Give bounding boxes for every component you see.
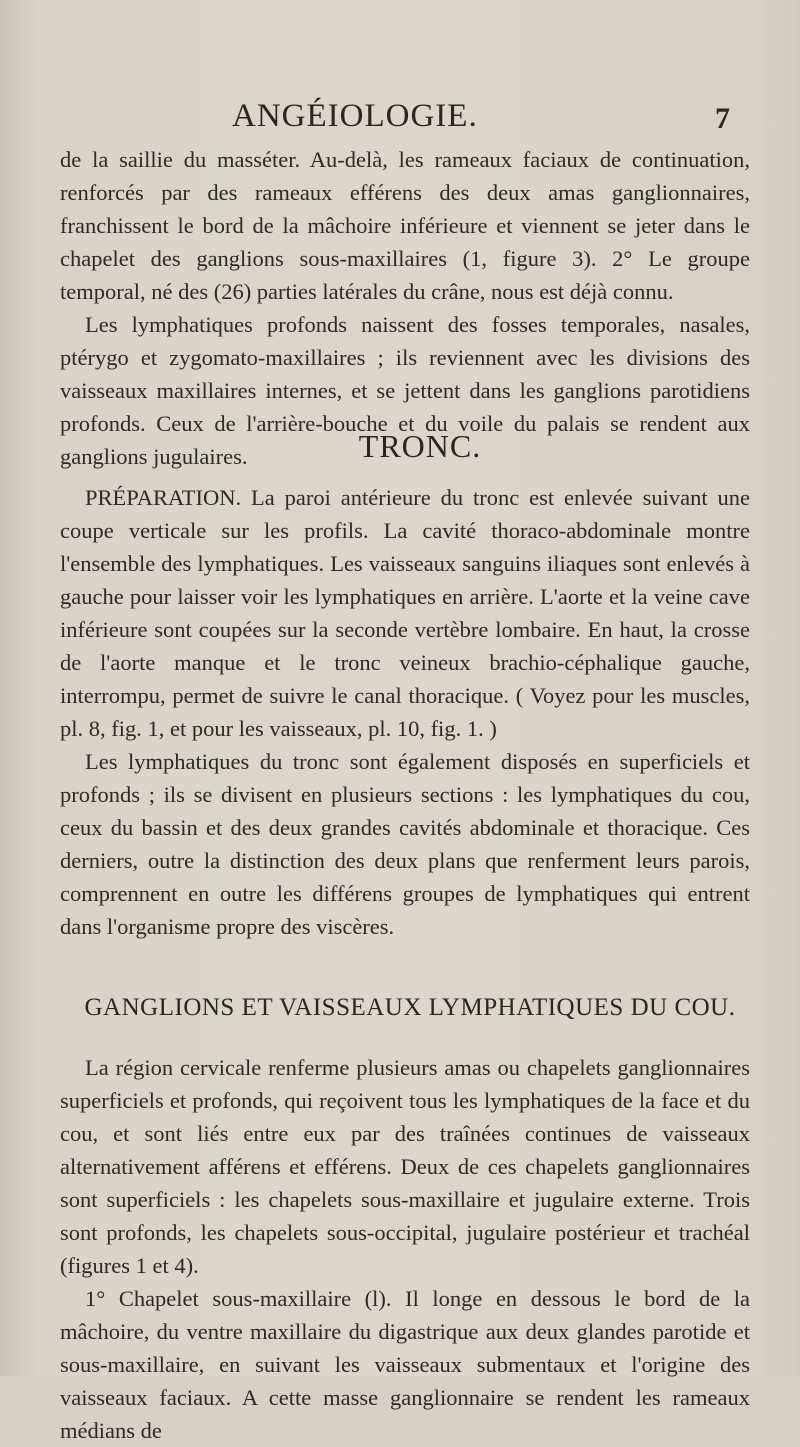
paragraph: La région cervicale renferme plusieurs amas ou chapelets ganglionnaires superficiels et profonds, qui reçoivent tous les lymphatiques de la face et du cou, et sont liés entre eux par des traînées continues de vaisseaux alternativement afférens et efférens. Deux de ces chapelets ganglionnaires sont superficiels : les chapelets sous-maxillaire et jugulaire externe. Trois sont profonds, les chapelets sous-occipital, jugulaire postérieur et trachéal (figures 1 et 4). <box>60 1055 750 1278</box>
paragraph: PRÉPARATION. La paroi antérieure du tronc est enlevée suivant une coupe verticale sur les profils. La cavité thoraco-abdominale montre l'ensemble des lymphatiques. Les vaisseaux sanguins iliaques sont enlevés à gauche pour laisser voir les lymphatiques en arrière. L'aorte et la veine cave inférieure sont coupées sur la seconde vertèbre lombaire. En haut, la crosse de l'aorte manque et le tronc veineux brachio-céphalique gauche, interrompu, permet de suivre le canal thoracique. ( Voyez pour les muscles, pl. 8, fig. 1, et pour les vaisseaux, pl. 10, fig. 1. ) <box>60 485 750 741</box>
tronc-text <box>60 481 750 943</box>
ganglions-text <box>60 1051 750 1447</box>
paragraph: Les lymphatiques profonds naissent des fosses temporales, nasales, ptérygo et zygomato-maxillaires ; ils reviennent avec les divisions des vaisseaux maxillaires internes, et se jettent dans les ganglions parotidiens profonds. Ceux de l'arrière-bouche et du voile du palais se rendent aux ganglions jugulaires. <box>60 312 750 469</box>
paragraph: 1° Chapelet sous-maxillaire (l). Il longe en dessous le bord de la mâchoire, du ventre maxillaire du digastrique aux deux glandes parotide et sous-maxillaire, en suivant les vaisseaux submentaux et l'origine des vaisseaux faciaux. A cette masse ganglionnaire se rendent les rameaux médians de <box>60 1286 750 1443</box>
paragraph: Les lymphatiques du tronc sont également disposés en superficiels et profonds ; ils se divisent en plusieurs sections : les lymphatiques du cou, ceux du bassin et des deux grandes cavités abdominale et thoracique. Ces derniers, outre la distinction des deux plans que renferment leurs parois, comprennent en outre les différens groupes de lymphatiques qui entrent dans l'organisme propre des viscères. <box>60 749 750 939</box>
paragraph: de la saillie du masséter. Au-delà, les rameaux faciaux de continuation, renforcés par des rameaux efférens des deux amas ganglionnaires, franchissent le bord de la mâchoire inférieure et viennent se jeter dans le chapelet des ganglions sous-maxillaires (1, figure 3). 2° Le groupe temporal, né des (26) parties latérales du crâne, nous est déjà connu. <box>60 147 750 304</box>
section-title-ganglions: GANGLIONS ET VAISSEAUX LYMPHATIQUES DU COU. <box>84 994 736 1021</box>
running-header <box>60 98 760 142</box>
page-number: 7 <box>715 102 730 135</box>
running-title: ANGÉIOLOGIE. <box>232 98 478 134</box>
section-title-tronc: TRONC. <box>358 428 482 464</box>
intro-text <box>60 143 750 473</box>
